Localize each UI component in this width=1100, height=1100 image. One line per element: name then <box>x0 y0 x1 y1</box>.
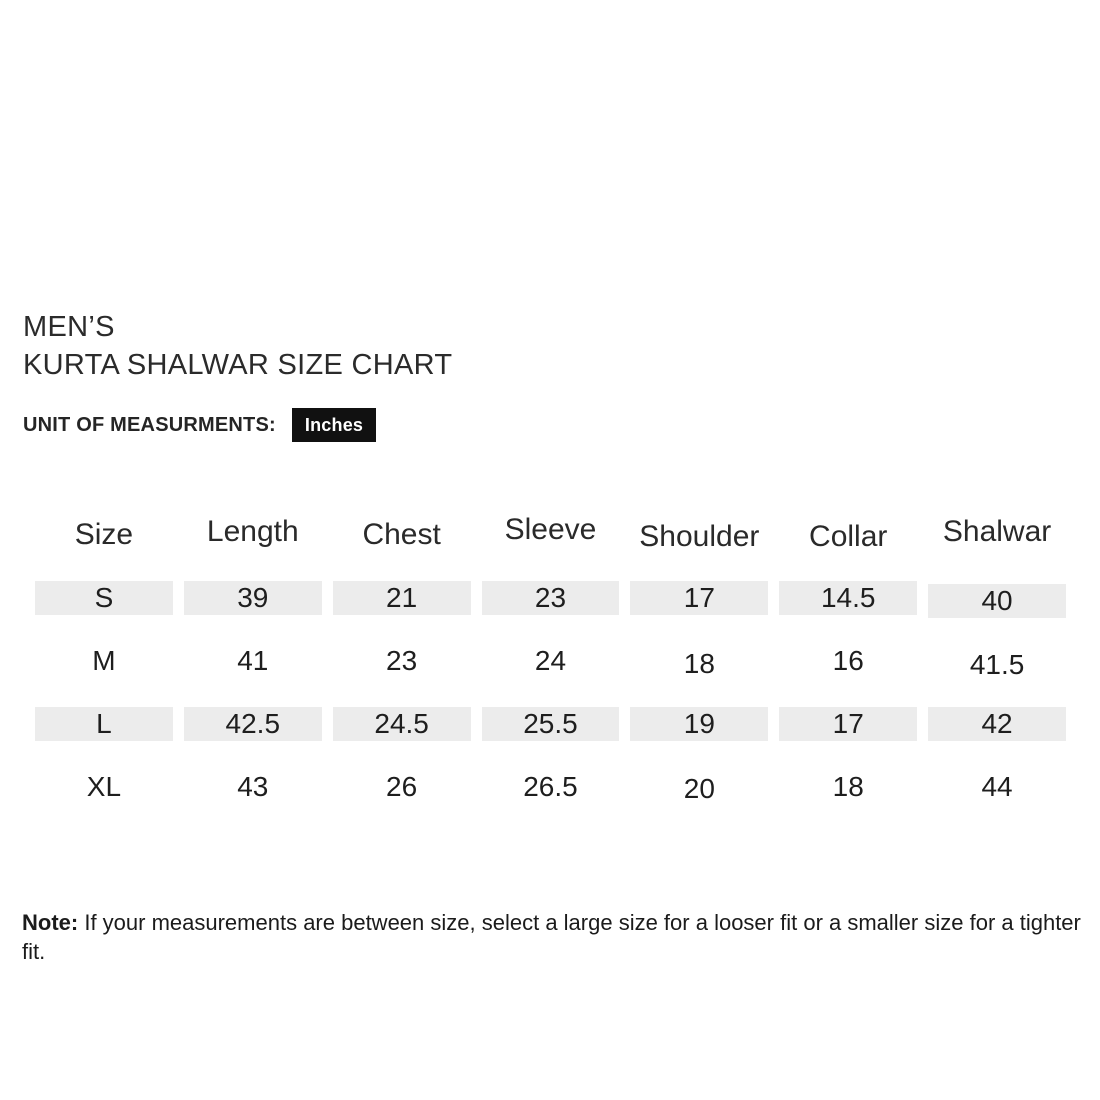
value-cell: 23 <box>386 645 418 676</box>
table-row-xl <box>35 770 1066 804</box>
note-label: Note: <box>22 910 79 935</box>
table-row-m <box>35 644 1066 678</box>
value-cell: 41 <box>237 645 269 676</box>
size-cell: XL <box>86 771 122 802</box>
value-cell: 25.5 <box>482 707 620 741</box>
table-row-l <box>35 707 1066 741</box>
size-cell: S <box>35 581 173 615</box>
size-chart-table <box>35 513 1066 833</box>
column-header-size: Size <box>74 518 134 551</box>
page-title-line1: MEN’S <box>23 311 115 343</box>
size-cell: L <box>35 707 173 741</box>
size-cell: M <box>92 645 116 676</box>
value-cell: 42 <box>928 707 1066 741</box>
column-header-chest: Chest <box>362 518 441 551</box>
table-header-row <box>35 513 1066 553</box>
value-cell: 18 <box>683 648 715 679</box>
value-cell: 40 <box>928 584 1066 618</box>
value-cell: 26.5 <box>523 771 578 802</box>
value-cell: 20 <box>683 773 715 804</box>
value-cell: 26 <box>386 771 418 802</box>
value-cell: 17 <box>630 581 768 615</box>
column-header-shalwar: Shalwar <box>942 515 1052 548</box>
value-cell: 18 <box>832 771 864 802</box>
table-row-s <box>35 581 1066 615</box>
value-cell: 39 <box>184 581 322 615</box>
value-cell: 14.5 <box>779 581 917 615</box>
note-text: If your measurements are between size, select a large size for a looser fit or a smaller size for a tighter fit. <box>22 910 1081 964</box>
value-cell: 41.5 <box>969 649 1025 680</box>
value-cell: 44 <box>981 771 1013 802</box>
value-cell: 43 <box>237 771 269 802</box>
value-cell: 24 <box>534 645 567 676</box>
value-cell: 17 <box>779 707 917 741</box>
column-header-sleeve: Sleeve <box>504 513 597 546</box>
value-cell: 24.5 <box>333 707 471 741</box>
value-cell: 16 <box>832 645 864 676</box>
value-cell: 23 <box>482 581 620 615</box>
column-header-shoulder: Shoulder <box>639 520 760 553</box>
column-header-collar: Collar <box>809 520 888 553</box>
value-cell: 19 <box>630 707 768 741</box>
value-cell: 42.5 <box>184 707 322 741</box>
unit-label: UNIT OF MEASURMENTS: <box>23 413 276 436</box>
page-title <box>23 308 452 384</box>
column-header-length: Length <box>206 515 299 548</box>
fit-note <box>22 908 1084 966</box>
page-title-line2: KURTA SHALWAR SIZE CHART <box>23 349 453 381</box>
unit-value-badge: Inches <box>292 408 376 442</box>
value-cell: 21 <box>333 581 471 615</box>
unit-of-measurement-row <box>23 408 376 442</box>
